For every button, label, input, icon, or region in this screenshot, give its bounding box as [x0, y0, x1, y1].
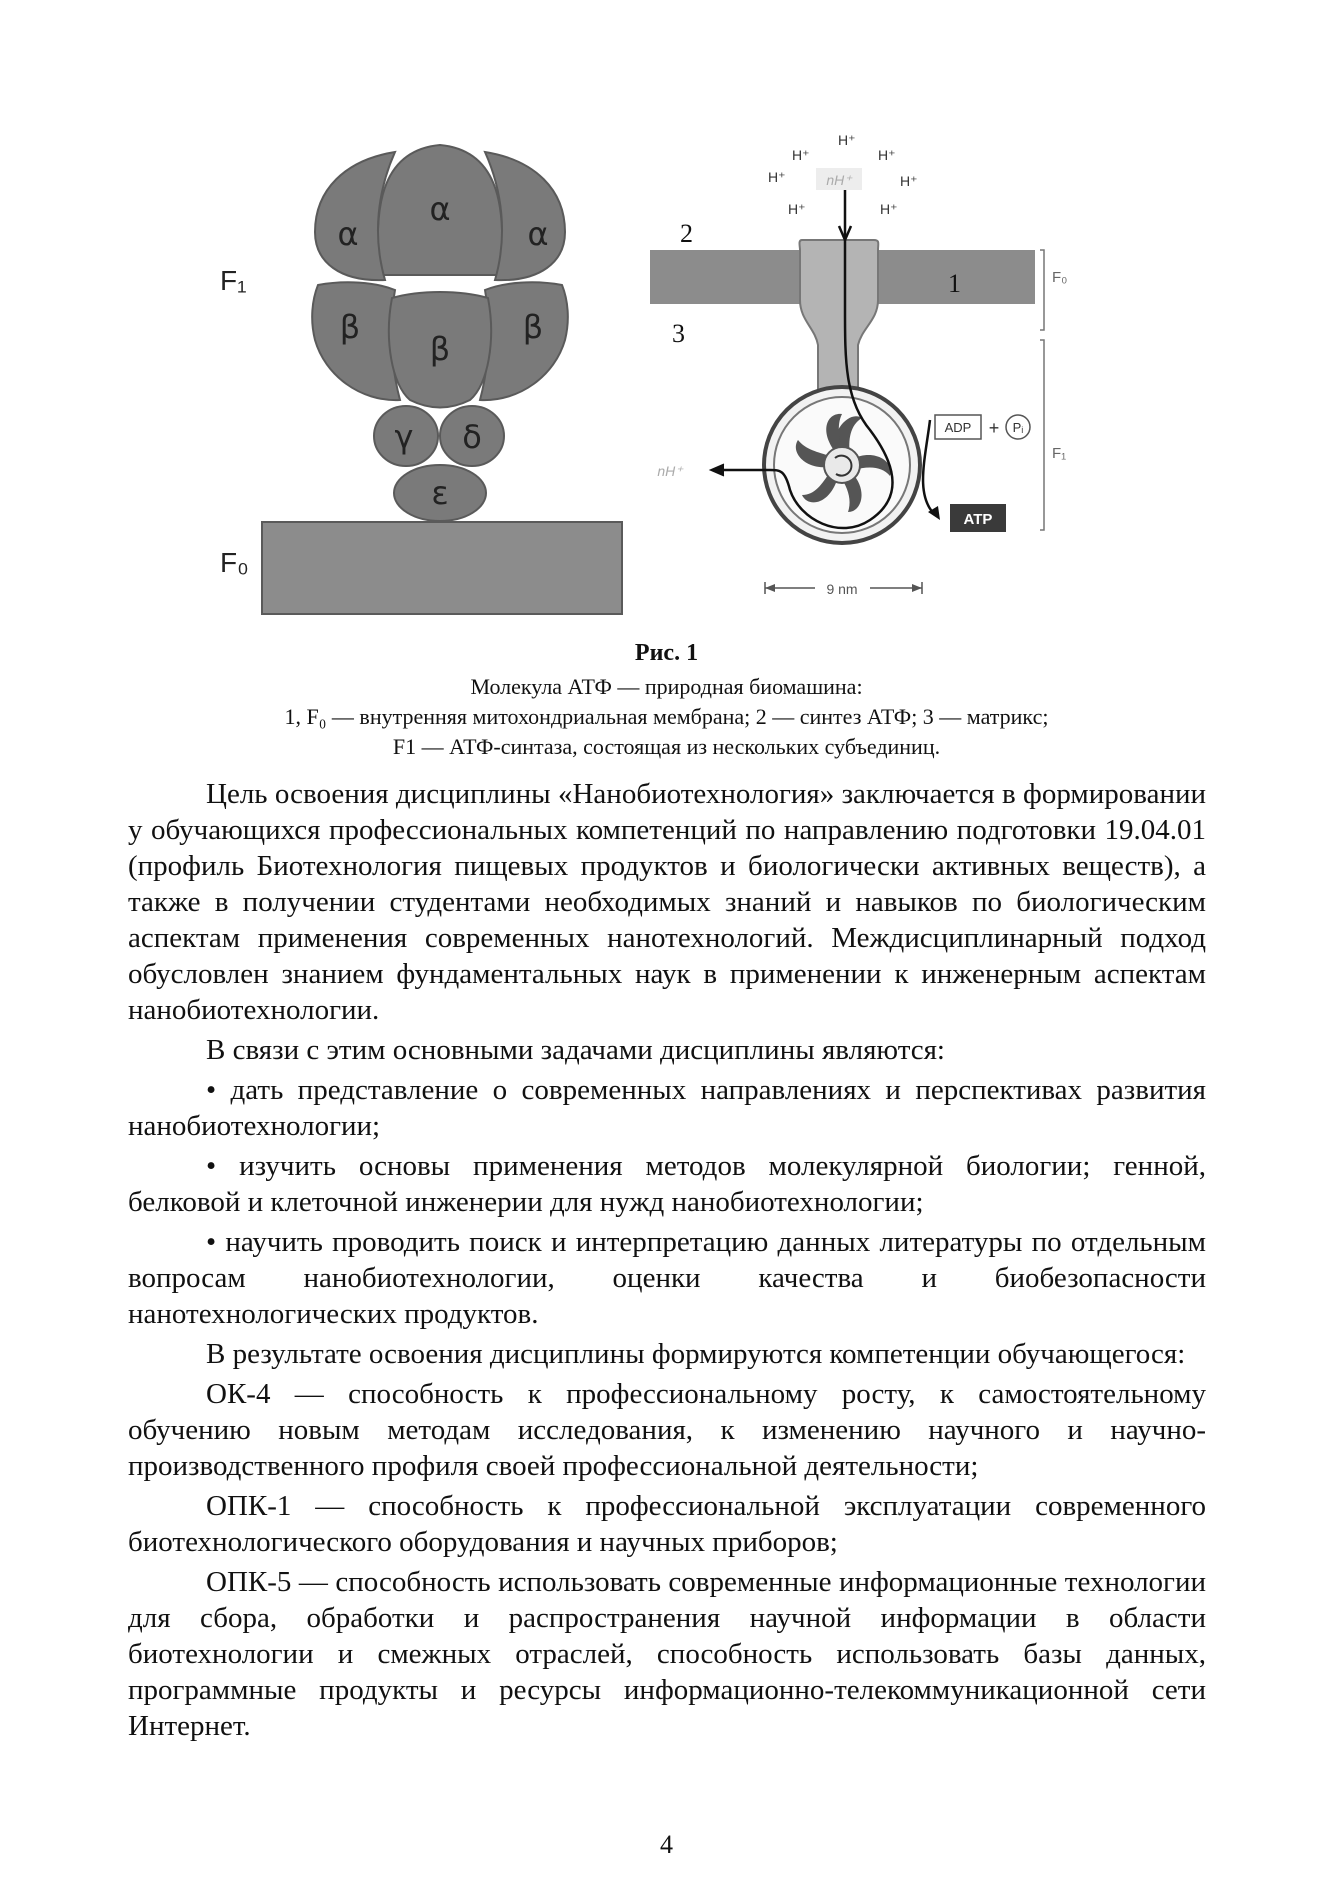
atp-synthase-figure	[0, 0, 1333, 630]
figure-caption-line: Молекула АТФ — природная биомашина:	[470, 674, 863, 699]
f1-bracket-label: F₁	[1052, 445, 1067, 462]
paragraph: ОПК-1 — способность к профессиональной эксплуатации современного биотехнологического оборудования и научных приборов;	[128, 1490, 1206, 1558]
scale-label: 9 nm	[826, 581, 858, 597]
atp-subunit-diagram	[220, 145, 622, 614]
atp-arrow	[923, 420, 935, 515]
beta-label-left: β	[339, 308, 361, 346]
figure-caption-title: Рис. 1	[634, 640, 699, 666]
f0-bracket	[1040, 250, 1044, 330]
scale-arrow-right	[912, 584, 922, 592]
paragraph: ОПК-5 — способность использовать современные информационные технологии для сбора, обработки и распространения научной информации в области биотехнологии и смежных отраслей, способность использовать базы данных, программные продукты и ресурсы информационно-телекоммуникационной сети Интернет.	[128, 1566, 1206, 1742]
plus-sign: +	[988, 418, 1000, 438]
pi-label: Pᵢ	[1012, 420, 1024, 435]
f1-bracket	[1040, 340, 1044, 530]
h-plus-label: H⁺	[838, 132, 856, 148]
atp-synthase-mechanism-diagram	[650, 132, 1067, 597]
h-plus-label: H⁺	[768, 169, 786, 185]
adp-label: ADP	[944, 420, 972, 435]
f0-label: F₀	[220, 547, 249, 578]
paragraph: Цель освоения дисциплины «Нанобиотехнология» заключается в формировании у обучающихся профессиональных компетенций по направлению подготовки 19.04.01 (профиль Биотехнология пищевых продуктов и биологически активных веществ), а также в получении студентами необходимых знаний и навыков по биологическим аспектам применения современных нанотехнологий. Междисциплинарный подход обусловлен знанием фундаментальных наук в применении к инженерным аспектам нанобиотехнологии.	[128, 778, 1206, 1026]
alpha-label-left: α	[337, 215, 359, 253]
figure-caption-line: 1, F₀ — внутренняя митохондриальная мембрана; 2 — синтез АТФ; 3 — матрикс;	[284, 704, 1049, 729]
epsilon-label: ε	[431, 474, 449, 512]
beta-label-center: β	[429, 330, 451, 368]
figure-caption-line: F1 — АТФ-синтаза, состоящая из нескольких субъединиц.	[392, 734, 941, 759]
paragraph: В результате освоения дисциплины формируются компетенции обучающегося:	[206, 1338, 1186, 1370]
alpha-label-right: α	[527, 215, 549, 253]
nh-plus-label-top: nH⁺	[826, 172, 852, 188]
page-number: 4	[660, 1830, 673, 1859]
alpha-label-center: α	[429, 190, 451, 228]
h-plus-label: H⁺	[880, 201, 898, 217]
stalk	[800, 240, 879, 395]
body-text	[128, 776, 1206, 1748]
label-number-1: 1	[948, 269, 961, 298]
label-number-3: 3	[672, 319, 685, 348]
scale-arrow-left	[765, 584, 775, 592]
beta-label-right: β	[522, 308, 544, 346]
bullet-item: • изучить основы применения методов молекулярной биологии; генной, белковой и клеточной инженерии для нужд нанобиотехнологии;	[128, 1150, 1206, 1218]
bullet-item: • научить проводить поиск и интерпретацию данных литературы по отдельным вопросам нанобиотехнологии, оценки качества и биобезопасности нанотехнологических продуктов.	[128, 1226, 1206, 1330]
paragraph: В связи с этим основными задачами дисциплины являются:	[206, 1034, 945, 1066]
f0-membrane-block	[262, 522, 622, 614]
nh-plus-label-out: nH⁺	[657, 463, 683, 479]
proton-arrow-left	[710, 464, 724, 476]
turbine-hub	[824, 447, 860, 483]
delta-label: δ	[462, 418, 482, 456]
label-number-2: 2	[680, 219, 693, 248]
h-plus-label: H⁺	[792, 147, 810, 163]
h-plus-label: H⁺	[900, 173, 918, 189]
h-plus-label: H⁺	[788, 201, 806, 217]
atp-label: ATP	[963, 511, 993, 528]
f0-bracket-label: F₀	[1052, 269, 1068, 286]
paragraph: ОК-4 — способность к профессиональному росту, к самостоятельному обучению новым методам исследования, к изменению научного и научно-производственного профиля своей профессиональной деятельности;	[128, 1378, 1206, 1482]
gamma-label: γ	[394, 418, 414, 456]
h-plus-label: H⁺	[878, 147, 896, 163]
bullet-item: • дать представление о современных направлениях и перспективах развития нанобиотехнологии;	[128, 1074, 1206, 1142]
f1-label: F₁	[220, 265, 247, 296]
